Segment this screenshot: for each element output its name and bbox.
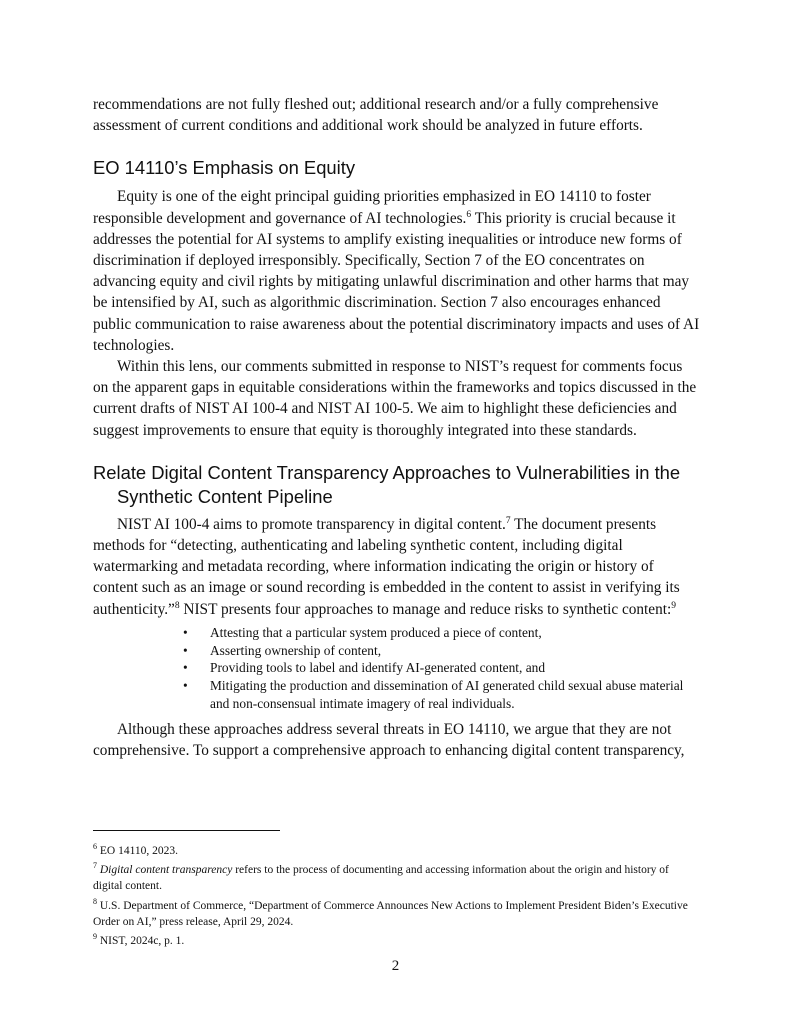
footnote-8: [93, 898, 700, 930]
transparency-paragraph-2: Although these approaches address several threats in EO 14110, we argue that they are not comprehensive. To support a comprehensive approach to enhancing digital content transparency,: [93, 720, 685, 760]
footnote-term: Digital content transparency: [99, 864, 233, 877]
transparency-paragraph-1: [93, 514, 700, 620]
footnote-text: refers to the process of documenting and accessing information about the origin and history of digital content.: [93, 864, 669, 893]
footnote-ref-7: 7: [505, 515, 511, 526]
footnote-ref-9: 9: [671, 600, 676, 611]
document-body: [93, 94, 700, 761]
footnote-6: [93, 843, 700, 859]
transparency-paragraph-1-text-c: NIST presents four approaches to manage and reduce risks to synthetic content:: [179, 600, 672, 618]
list-item: [183, 624, 700, 642]
footnote-divider: [93, 830, 280, 831]
approaches-list: [93, 624, 700, 713]
bullet-icon: •: [183, 624, 188, 640]
list-item: [183, 642, 700, 660]
list-item: [183, 677, 700, 713]
footnotes: [93, 843, 700, 952]
bullet-icon: •: [183, 678, 188, 694]
section-heading-transparency: Relate Digital Content Transparency Approaches to Vulnerabilities in the Synthetic Content Pipeline: [93, 461, 681, 507]
equity-paragraph-1-text-b: This priority is crucial because it addresses the potential for AI systems to amplify existing inequalities or introduce new forms of discrimination if deployed irresponsibly. Specifically, Section 7 of the EO concentrates on advancing equity and civil rights by mitigating unlawful discrimination and other harms that may be intensified by AI, such as algorithmic discrimination. Section 7 also encourages enhanced public communication to raise awareness about the potential discriminatory impacts and uses of AI technologies.: [93, 209, 700, 354]
footnote-text: EO 14110, 2023.: [99, 845, 179, 857]
footnote-text: NIST, 2024c, p. 1.: [99, 935, 185, 948]
footnote-9: [93, 933, 700, 949]
bullet-icon: •: [183, 642, 188, 658]
list-item-text: Mitigating the production and dissemination of AI generated child sexual abuse material and non-consensual intimate imagery of real individuals.: [210, 678, 684, 712]
list-item: [183, 659, 700, 677]
section-heading-equity: EO 14110’s Emphasis on Equity: [93, 157, 356, 179]
footnote-number: 8: [93, 896, 97, 906]
equity-paragraph-2: Within this lens, our comments submitted in response to NIST’s request for comments focus on the apparent gaps in equitable considerations within the frameworks and topics discussed in the current drafts of NIST AI 100-4 and NIST AI 100-5. We aim to highlight these deficiencies and suggest improvements to ensure that equity is thoroughly integrated into these standards.: [93, 358, 697, 439]
footnote-ref-8: 8: [174, 600, 180, 611]
footnote-7: [93, 862, 700, 894]
footnote-text: U.S. Department of Commerce, “Department of Commerce Announces New Actions to Implement President Biden’s Executive Order on AI,” press release, April 29, 2024.: [93, 899, 688, 928]
list-item-text: Attesting that a particular system produced a piece of content,: [210, 624, 542, 640]
footnote-number: 9: [93, 932, 97, 942]
footnote-number: 7: [93, 861, 97, 871]
equity-paragraph-1: [93, 186, 700, 356]
page-number: 2: [391, 958, 400, 974]
list-item-text: Providing tools to label and identify AI-generated content, and: [210, 660, 546, 676]
transparency-paragraph-1-text-b: The document presents methods for “detecting, authenticating and labeling synthetic content, including digital watermarking and metadata recording, where information indicating the origin or history of content such as an image or sound recording is embedded in the content to assist in verifying its authenticity.”: [93, 515, 680, 618]
bullet-icon: •: [183, 660, 188, 676]
footnote-ref-6: 6: [466, 209, 472, 220]
intro-paragraph: recommendations are not fully fleshed out; additional research and/or a fully comprehensive assessment of current conditions and additional work should be analyzed in future efforts.: [93, 96, 659, 135]
equity-paragraph-1-text-a: Equity is one of the eight principal guiding priorities emphasized in EO 14110 to foster responsible development and governance of AI technologies.: [93, 188, 651, 227]
list-item-text: Asserting ownership of content,: [210, 642, 382, 658]
transparency-paragraph-1-text-a: NIST AI 100-4 aims to promote transparency in digital content.: [117, 515, 506, 533]
footnote-number: 6: [93, 842, 97, 852]
